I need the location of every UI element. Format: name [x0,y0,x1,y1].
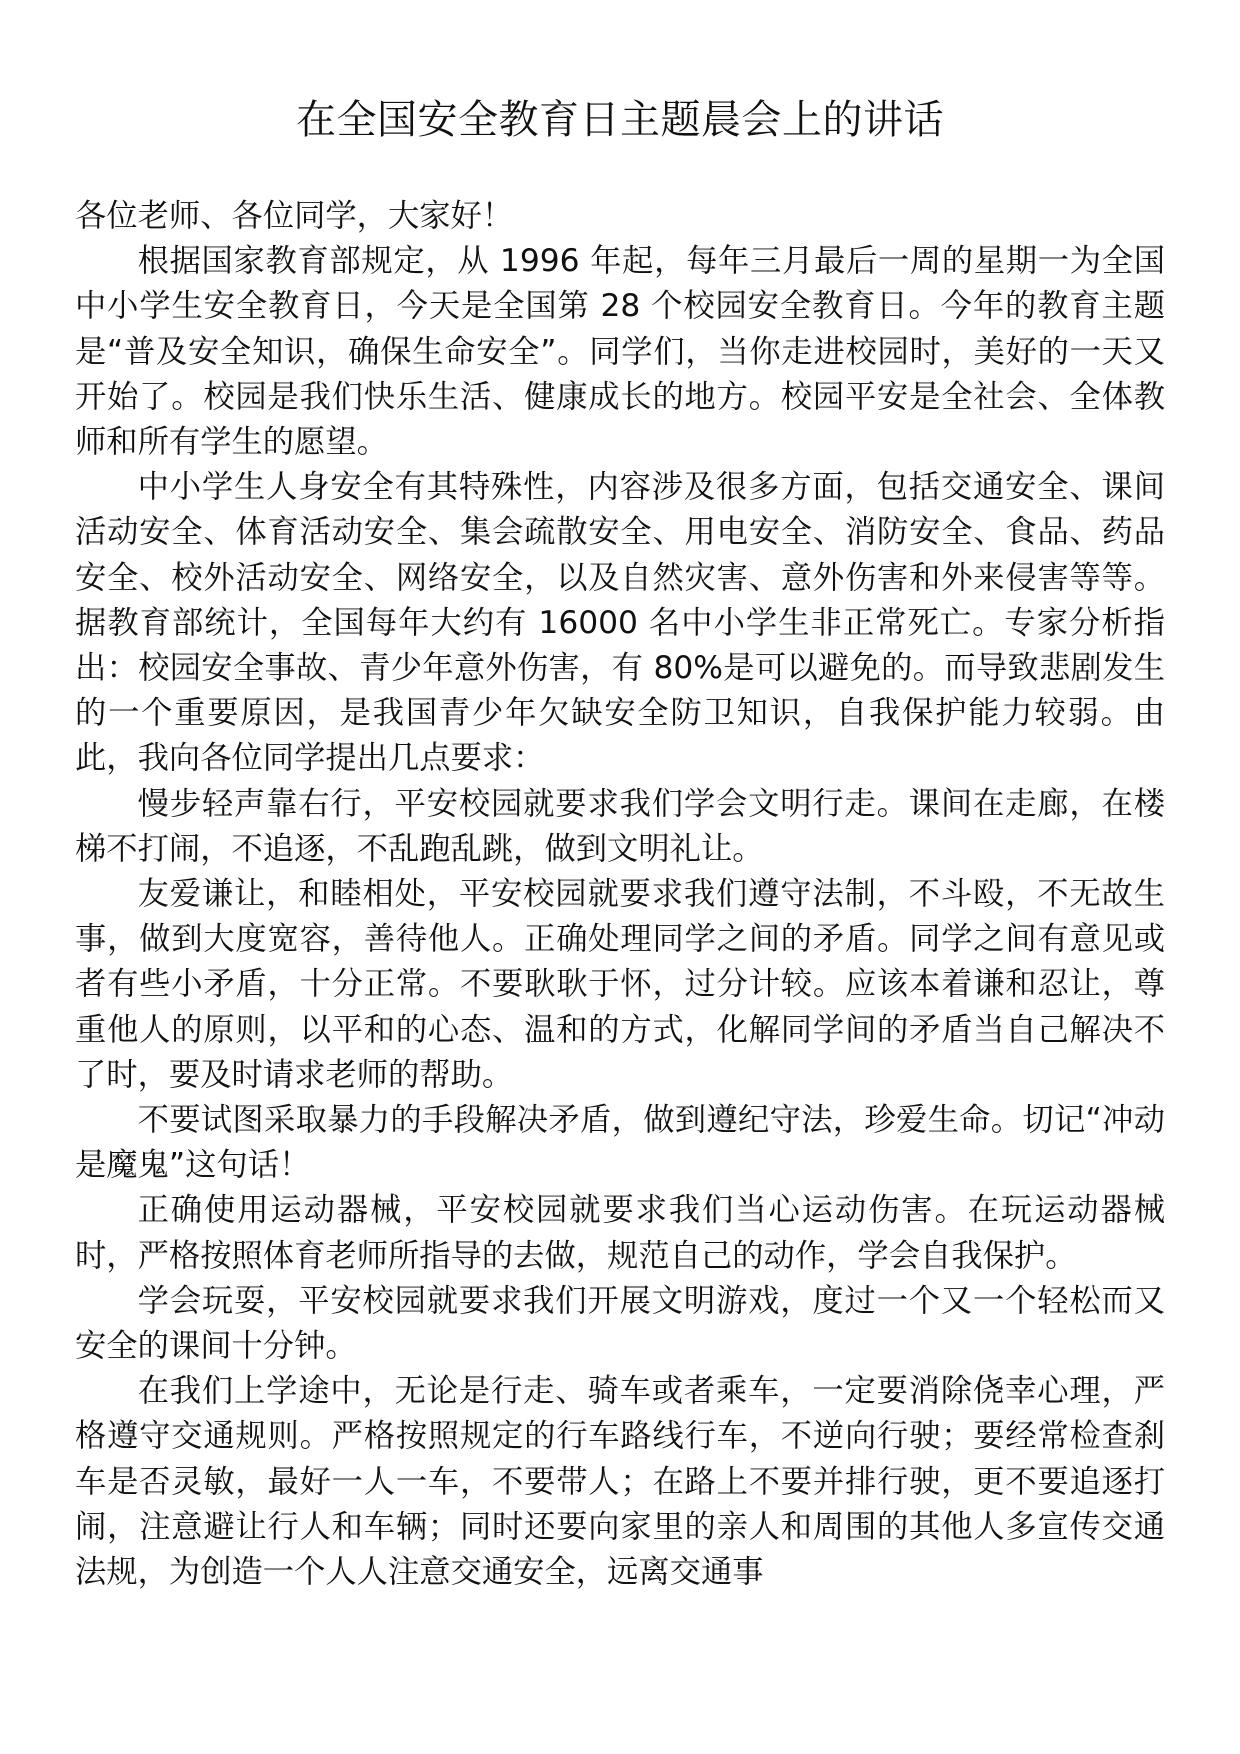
greeting-line: 各位老师、各位同学，大家好！ [75,198,514,234]
paragraph-8: 在我们上学途中，无论是行走、骑车或者乘车，一定要消除侥幸心理，严格遵守交通规则。严格按照规定的行车路线行车，不逆向行驶；要经常检查刹车是否灵敏，最好一人一车，不要带人；在路上不要并排行驶，更不要追逐打闹，注意避让行人和车辆；同时还要向家里的亲人和周围的其他人多宣传交通法规，为创造一个人人注意交通安全，远离交通事 [75,1373,1165,1591]
paragraph-1: 根据国家教育部规定，从 1996 年起，每年三月最后一周的星期一为全国中小学生安全教育日，今天是全国第 28 个校园安全教育日。今年的教育主题是“普及安全知识，确保生命安全”。同学们，当你走进校园时，美好的一天又开始了。校园是我们快乐生活、健康成长的地方。校园平安是全社会、全体教师和所有学生的愿望。 [75,243,1165,461]
paragraph-5: 不要试图采取暴力的手段解决矛盾，做到遵纪守法，珍爱生命。切记“冲动是魔鬼”这句话！ [75,1102,1165,1184]
document-title: 在全国安全教育日主题晨会上的讲话 [296,97,944,143]
paragraph-4: 友爱谦让，和睦相处，平安校园就要求我们遵守法制，不斗殴，不无故生事，做到大度宽容，善待他人。正确处理同学之间的矛盾。同学之间有意见或者有些小矛盾，十分正常。不要耿耿于怀，过分计较。应该本着谦和忍让，尊重他人的原则，以平和的心态、温和的方式，化解同学间的矛盾当自己解决不了时，要及时请求老师的帮助。 [75,876,1165,1093]
paragraph-2: 中小学生人身安全有其特殊性，内容涉及很多方面，包括交通安全、课间活动安全、体育活动安全、集会疏散安全、用电安全、消防安全、食品、药品安全、校外活动安全、网络安全，以及自然灾害、意外伤害和外来侵害等等。据教育部统计，全国每年大约有 16000 名中小学生非正常死亡。专家分析指出：校园安全事故、青少年意外伤害，有 80%是可以避免的。而导致悲剧发生的一个重要原因，是我国青少年欠缺安全防卫知识，自我保护能力较弱。由此，我向各位同学提出几点要求： [75,469,1165,777]
paragraph-7: 学会玩耍，平安校园就要求我们开展文明游戏，度过一个又一个轻松而又安全的课间十分钟。 [75,1282,1165,1365]
paragraph-3: 慢步轻声靠右行，平安校园就要求我们学会文明行走。课间在走廊，在楼梯不打闹，不追逐，不乱跑乱跳，做到文明礼让。 [75,785,1165,867]
document-body [75,194,1165,1595]
paragraph-6: 正确使用运动器械，平安校园就要求我们当心运动伤害。在玩运动器械时，严格按照体育老师所指导的去做，规范自己的动作，学会自我保护。 [75,1192,1165,1274]
